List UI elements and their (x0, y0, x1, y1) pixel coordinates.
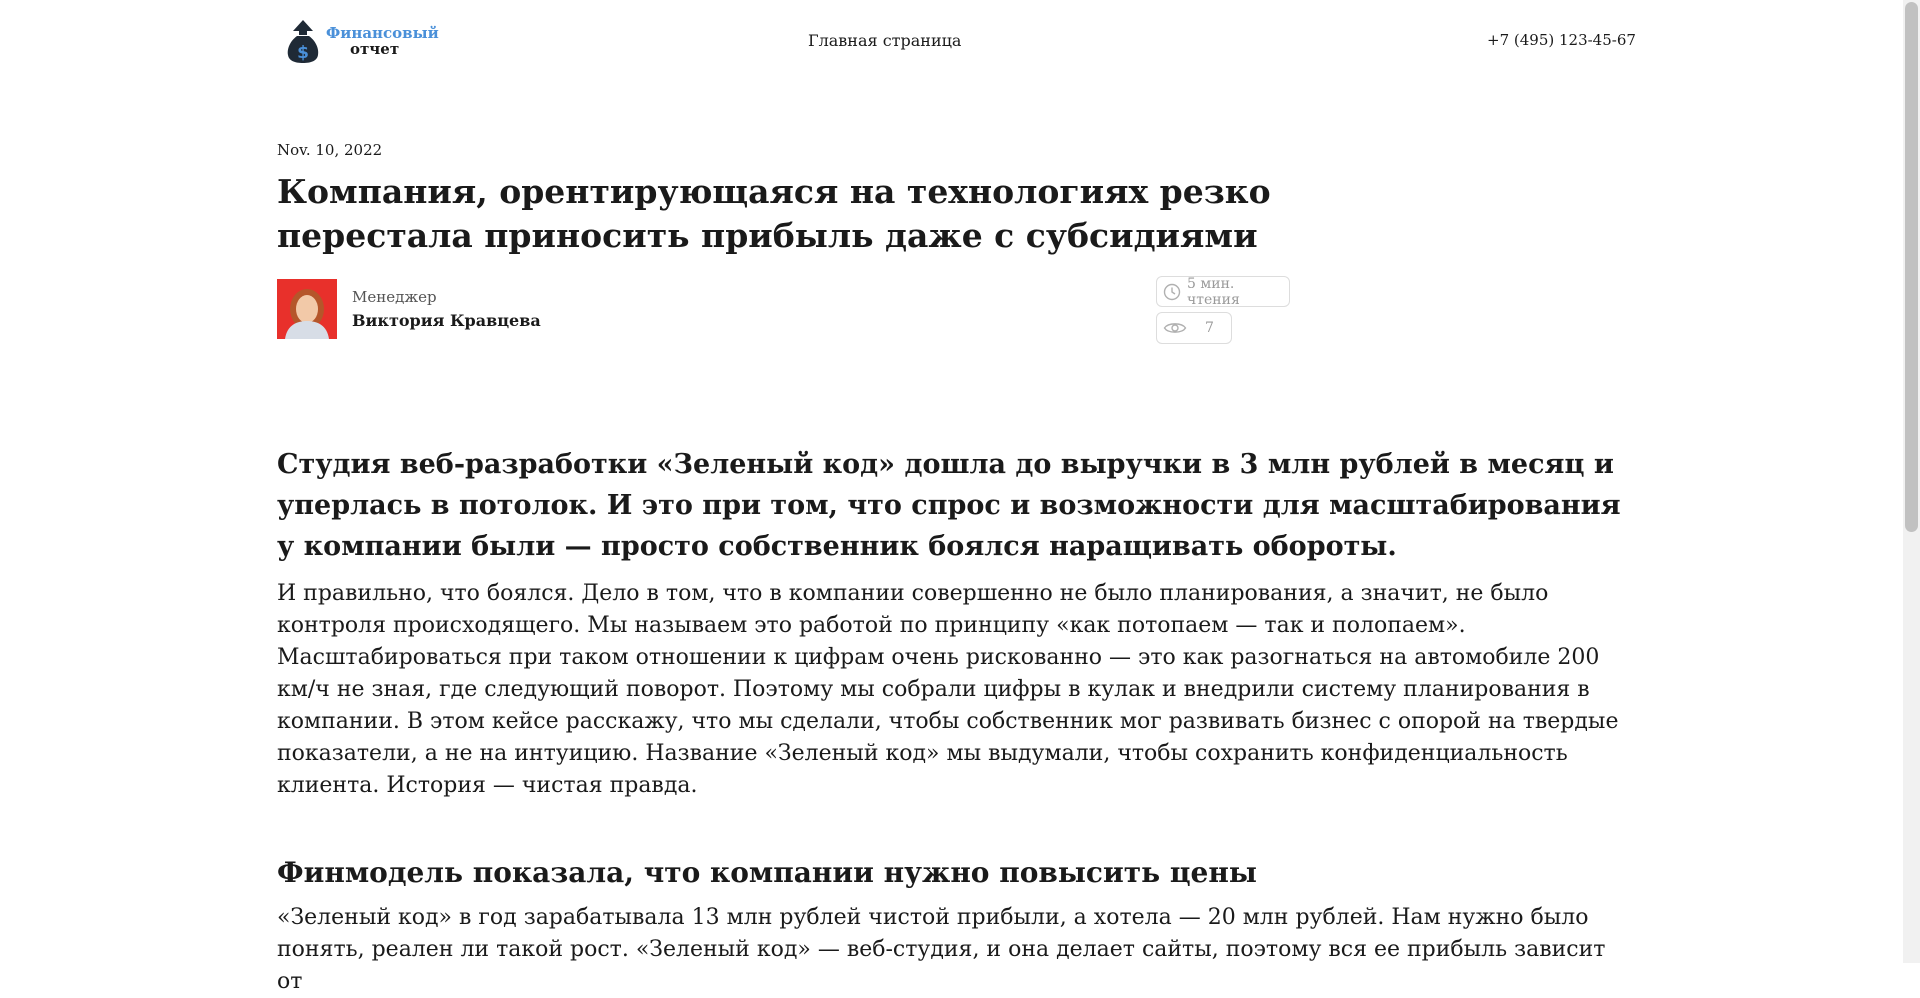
vertical-scrollbar[interactable] (1903, 0, 1920, 963)
article-lead: Студия веб-разработки «Зеленый код» дошла до выручки в 3 млн рублей в месяц и уперлась в потолок. И это при том, что спрос и возможности для масштабирования у компании были — просто собственник боялся наращивать обороты. (277, 449, 1621, 562)
eye-icon (1163, 320, 1187, 336)
phone-link[interactable]: +7 (495) 123-45-67 (1487, 31, 1636, 49)
views-badge (1156, 312, 1232, 344)
read-time-badge (1156, 276, 1290, 307)
article-title: Компания, орентирующаяся на технологиях резко перестала приносить прибыль даже с субсидиями (277, 172, 1271, 255)
nav-home-link[interactable]: Главная страница (808, 31, 962, 50)
author-block (277, 279, 541, 339)
article-paragraph: «Зеленый код» в год зарабатывала 13 млн рублей чистой прибыли, а хотела — 20 млн рублей. Нам нужно было понять, реален ли такой рост. «Зеленый код» — веб-студия, и она делает сайты, поэтому вся ее прибыль зависит от (277, 905, 1606, 994)
logo-subtitle: отчет (350, 40, 400, 58)
article-paragraph: И правильно, что боялся. Дело в том, что в компании совершенно не было планирования, а значит, не было контроля происходящего. Мы называем это работой по принципу «как потопаем — так и полопаем». Масштабироваться при таком отношении к цифрам очень рискованно — это как разогнаться на автомобиле 200 км/ч не зная, где следующий поворот. Поэтому мы собрали цифры в кулак и внедрили систему планирования в компании. В этом кейсе расскажу, что мы сделали, чтобы собственник мог развивать бизнес с опорой на твердые показатели, а не на интуицию. Название «Зеленый код» мы выдумали, чтобы сохранить конфиденциальность клиента. История — чистая правда. (277, 581, 1619, 798)
publish-date: Nov. 10, 2022 (277, 141, 383, 159)
author-role: Менеджер (352, 288, 437, 306)
clock-icon (1163, 283, 1181, 301)
site-logo[interactable] (285, 18, 439, 64)
section-heading: Финмодель показала, что компании нужно повысить цены (277, 856, 1257, 889)
views-count: 7 (1205, 320, 1214, 336)
read-time-text: 5 мин. чтения (1187, 275, 1240, 308)
scrollbar-thumb[interactable] (1905, 2, 1918, 532)
money-bag-arrow-icon (285, 18, 321, 64)
avatar (277, 279, 337, 339)
logo-title: Финансовый (326, 24, 439, 42)
author-name: Виктория Кравцева (352, 311, 541, 330)
svg-text:$: $ (297, 43, 309, 63)
